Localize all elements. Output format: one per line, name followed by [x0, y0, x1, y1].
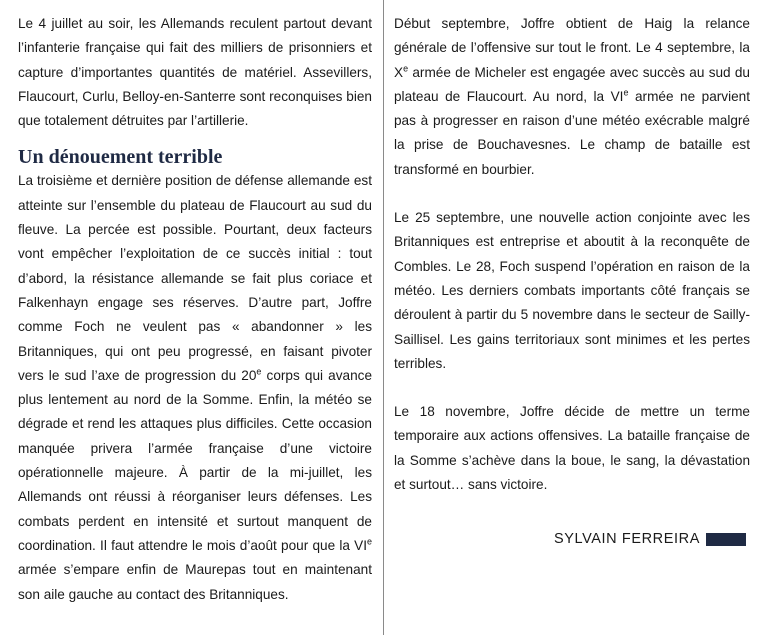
september-text-3: armée ne parvient pas à progresser en raison d’une météo exécrable malgré la prise de Bouchavesnes. Le champ de bataille est transformé en bourbier. [394, 88, 751, 177]
spacer [394, 182, 750, 206]
combles-paragraph: Le 25 septembre, une nouvelle action conjointe avec les Britanniques est entreprise et aboutit à la reconquête de Combles. Le 28, Foch suspend l’opération en raison de la météo. Les derniers combats importants côté français se déroulent à partir du 5 novembre dans le secteur de Sailly-Saillisel. Les gains territoriaux sont minimes et les pertes terribles. [394, 210, 750, 371]
spacer [18, 133, 372, 145]
signature-bar [706, 533, 746, 546]
section-paragraph-text-1: La troisième et dernière position de défense allemande est atteinte sur l’ensemble du plateau de Flaucourt au sud du fleuve. La percée est possible. Pourtant, deux facteurs vont empêcher l’exploitation de ce succès initial : tout d’abord, la résistance allemande se fait plus coriace et Falkenhayn engage ses réserves. D’autre part, Joffre comme Foch ne veulent pas « abandonner » les Britanniques, qui ont peu progressé, en faisant pivoter vers le sud l’axe de progression du 20 [18, 173, 372, 383]
author-name: SYLVAIN FERREIRA [553, 531, 700, 547]
section-paragraph-text-2: corps qui avance plus lentement au nord de la Somme. Enfin, la météo se dégrade et rend les attaques plus difficiles. Cette occasion manquée privera l’armée française d’une victoire opérationnelle majeure. À partir de la mi-juillet, les Allemands ont réussi à réorganiser leurs défenses. Les combats perdent en intensité et surtout manquent de coordination. Il faut attendre le mois d’août pour que la VI [18, 367, 373, 553]
september-text-1: Début septembre, Joffre obtient de Haig la relance générale de l’offensive sur tout le front. Le 4 septembre, la X [394, 16, 750, 80]
september-paragraph [394, 12, 750, 182]
september-text-2: armée de Micheler est engagée avec succès au sud du plateau de Flaucourt. Au nord, la VI [394, 64, 750, 104]
november-paragraph: Le 18 novembre, Joffre décide de mettre un terme temporaire aux actions offensives. La bataille française de la Somme s’achève dans la boue, le sang, la dévastation et surtout… sans victoire. [394, 404, 750, 493]
section-heading: Un dénouement terrible [18, 146, 223, 169]
ordinal-superscript: e [403, 63, 409, 74]
intro-paragraph: Le 4 juillet au soir, les Allemands reculent partout devant l’infanterie française qui fait des milliers de prisonniers et capture d’importantes quantités de matériel. Assevillers, Flaucourt, Curlu, Belloy-en-Santerre sont reconquises bien que totalement détruites par l’artillerie. [18, 16, 372, 129]
spacer [394, 376, 750, 400]
author-signature [520, 529, 746, 549]
ordinal-superscript: e [256, 366, 262, 377]
column-divider [383, 0, 384, 635]
section-paragraph [18, 169, 372, 606]
section-paragraph-text-3: armée s’empare enfin de Maurepas tout en maintenant son aile gauche au contact des Britanniques. [18, 562, 372, 602]
right-column [394, 12, 750, 497]
ordinal-superscript: e [366, 536, 372, 547]
ordinal-superscript: e [623, 87, 629, 98]
left-column [18, 12, 372, 607]
